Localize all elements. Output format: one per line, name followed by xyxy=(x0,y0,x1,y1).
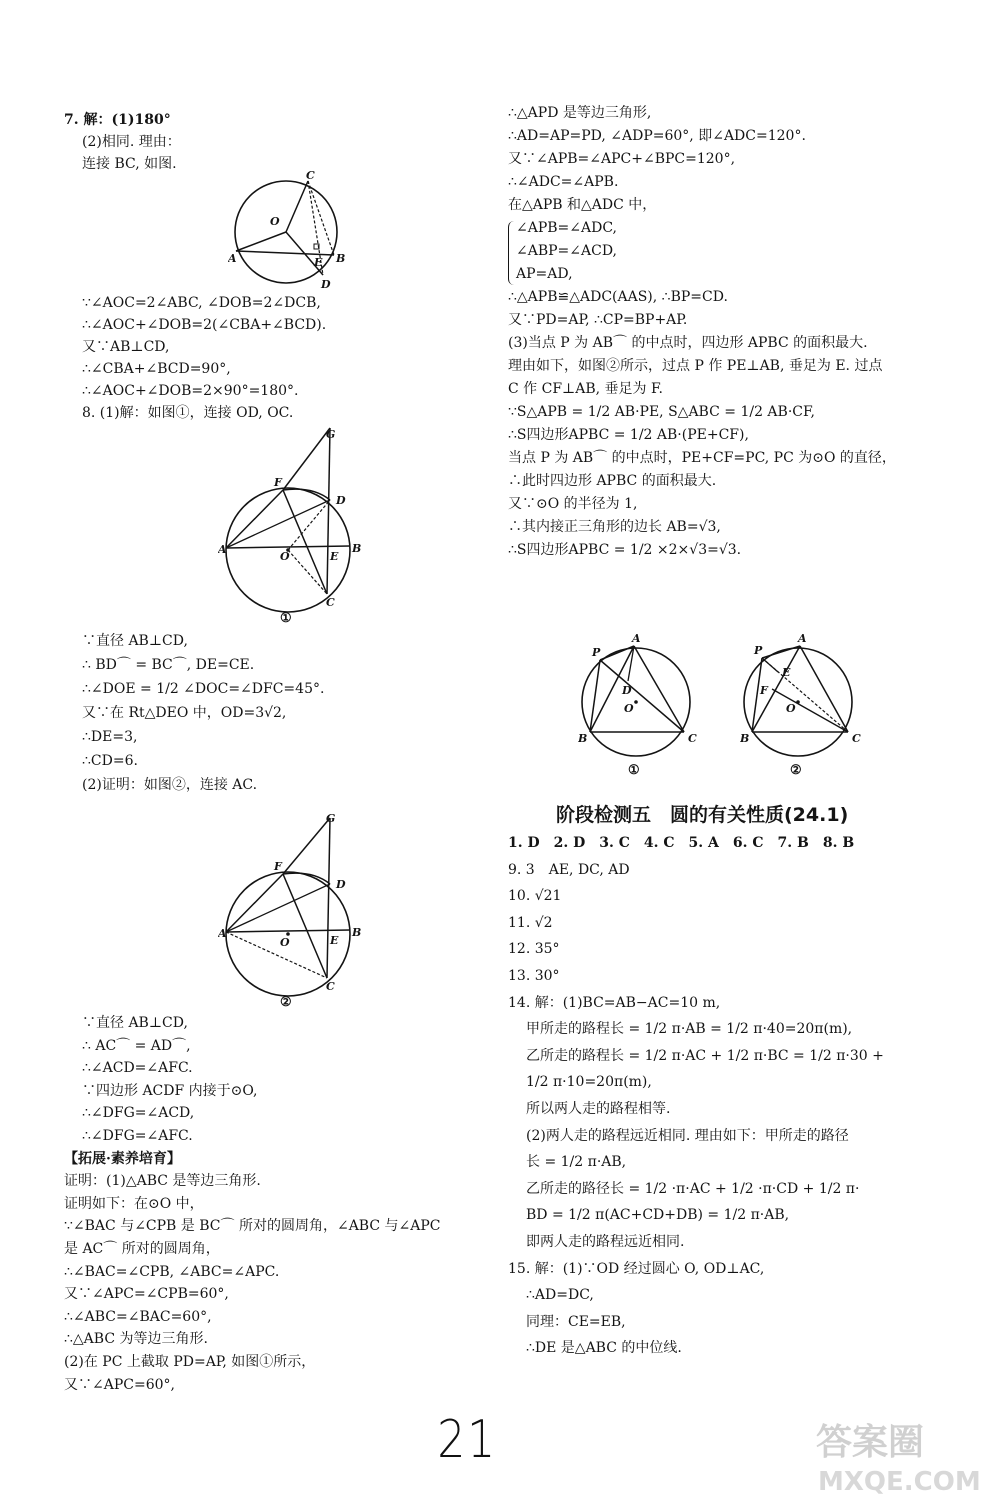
fig8b-label-g: G xyxy=(326,812,336,825)
left-lines_c-line-3: 又∵在 Rt△DEO 中，OD=3√2, xyxy=(82,705,287,721)
left-lines_d-line-4: ∴∠DFG=∠ACD, xyxy=(82,1105,195,1122)
right-lines_b-line-0: 1. D 2. D 3. C 4. C 5. A 6. C 7. B 8. B xyxy=(508,835,855,851)
right-lines_a-line-15: 当点 P 为 AB⌒ 的中点时，PE+CF=PC, PC 为⊙O 的直径， xyxy=(508,450,896,466)
fig-r1-label-o: O xyxy=(624,702,634,715)
left-lines_d-line-1: ∴ AC⌒ = AD⌒, xyxy=(82,1037,191,1054)
left-lines_b-line-5: 8. (1)解：如图①，连接 OD, OC. xyxy=(82,405,294,421)
left-lines_a-line-2: 连接 BC, 如图. xyxy=(82,156,177,172)
right-lines_a-line-10: (3)当点 P 为 AB⌒ 的中点时，四边形 APBC 的面积最大. xyxy=(508,335,868,351)
left-lines_d-line-9: ∵∠BAC 与∠CPB 是 BC⌒ 所对的圆周角，∠ABC 与∠APC xyxy=(64,1218,441,1235)
fig-r1-label-c: C xyxy=(688,732,697,745)
left-lines_b-line-4: ∴∠AOC+∠DOB=2×90°=180°. xyxy=(82,383,299,399)
right-lines_b-line-12: 长 = 1/2 π·AB, xyxy=(526,1154,627,1171)
right-lines_a-line-11: 理由如下，如图②所示，过点 P 作 PE⊥AB, 垂足为 E. 过点 xyxy=(508,358,883,374)
figure-8-1 xyxy=(218,420,368,634)
fig7-label-c: C xyxy=(306,170,315,182)
right-lines_b-line-19: ∴DE 是△ABC 的中位线. xyxy=(526,1340,682,1357)
right-lines_b-line-16: 15. 解：(1)∵OD 经过圆心 O, OD⊥AC, xyxy=(508,1260,765,1277)
right-lines_b-line-11: (2)两人走的路程远近相同. 理由如下：甲所走的路径 xyxy=(526,1127,849,1144)
right-lines_b-line-5: 13. 30° xyxy=(508,968,560,984)
left-lines_d-line-10: 是 AC⌒ 所对的圆周角， xyxy=(64,1241,220,1257)
page-number: 21 xyxy=(437,1410,497,1470)
figure-r-2 xyxy=(740,632,870,786)
right-lines_a-line-17: 又∵⊙O 的半径为 1, xyxy=(508,496,638,512)
left-lines_c-line-5: ∴CD=6. xyxy=(82,753,138,769)
right-lines_b-line-2: 10. √21 xyxy=(508,888,562,905)
right-lines_a-line-4: 在△APB 和△ADC 中， xyxy=(508,197,657,213)
left-lines_d-line-3: ∵四边形 ACDF 内接于⊙O, xyxy=(82,1082,258,1099)
watermark-line1: 答案圈 xyxy=(816,1422,925,1463)
fig7-label-a: A xyxy=(228,252,237,265)
left-lines_d-line-0: ∵直径 AB⊥CD, xyxy=(82,1015,188,1031)
left-lines_a-line-1: (2)相同. 理由： xyxy=(82,134,181,150)
left-lines_d-line-12: 又∵∠APC=∠CPB=60°, xyxy=(64,1286,229,1303)
fig-r1-label-p: P xyxy=(592,646,601,659)
left-lines_d-line-2: ∴∠ACD=∠AFC. xyxy=(82,1060,193,1077)
right-lines_b-line-7: 甲所走的路程长 = 1/2 π·AB = 1/2 π·40=20π(m), xyxy=(526,1021,853,1038)
fig8b-label-b: B xyxy=(352,926,362,939)
fig-r2-label-p: P xyxy=(754,644,763,657)
right-lines_b-line-10: 所以两人走的路程相等. xyxy=(526,1101,671,1117)
fig8a-label-b: B xyxy=(352,542,362,555)
fig8a-label-g: G xyxy=(326,428,336,441)
left-lines_c-line-1: ∴ BD⌒ = BC⌒, DE=CE. xyxy=(82,657,255,673)
watermark-line2: MXQE.COM xyxy=(818,1467,981,1496)
right-lines_a-line-12: C 作 CF⊥AB, 垂足为 F. xyxy=(508,381,663,397)
fig-r1-label-d: D xyxy=(622,684,632,697)
right-lines_a-line-6: ∠ABP=∠ACD, xyxy=(516,243,618,259)
right-lines_b-line-1: 9. 3 AE, DC, AD xyxy=(508,861,630,878)
left-lines_d-line-5: ∴∠DFG=∠AFC. xyxy=(82,1128,193,1144)
left-lines_d-line-16: 又∵∠APC=60°, xyxy=(64,1376,175,1393)
fig-r2-caption: ② xyxy=(790,763,802,778)
figure-7 xyxy=(228,170,358,294)
left-lines_d-line-13: ∴∠ABC=∠BAC=60°, xyxy=(64,1308,212,1325)
left-lines_c-line-6: (2)证明：如图②，连接 AC. xyxy=(82,777,258,793)
left-lines_c-line-4: ∴DE=3, xyxy=(82,729,138,745)
fig-r2-label-c: C xyxy=(852,732,861,745)
fig8b-label-d: D xyxy=(336,878,346,891)
fig8a-label-o: O xyxy=(280,550,290,563)
left-lines_c-line-2: ∴∠DOE = 1/2 ∠DOC=∠DFC=45°. xyxy=(82,681,325,697)
right-lines_a-line-1: ∴AD=AP=PD, ∠ADP=60°, 即∠ADC=120°. xyxy=(508,128,806,144)
right-lines_b-line-8: 乙所走的路程长 = 1/2 π·AC + 1/2 π·BC = 1/2 π·30 + xyxy=(526,1047,884,1064)
right-lines_a-line-14: ∴S四边形APBC = 1/2 AB·(PE+CF), xyxy=(508,427,749,443)
fig8a-label-d: D xyxy=(336,494,346,507)
right-lines_a-line-16: ∴此时四边形 APBC 的面积最大. xyxy=(508,473,717,489)
right-lines_a-line-19: ∴S四边形APBC = 1/2 ×2×√3=√3. xyxy=(508,542,742,558)
left-lines_b-line-2: 又∵AB⊥CD, xyxy=(82,339,170,355)
left-lines_d-line-6: 【拓展·素养培育】 xyxy=(64,1150,181,1167)
fig8a-label-c: C xyxy=(326,596,335,609)
right-lines_b-line-6: 14. 解：(1)BC=AB−AC=10 m, xyxy=(508,994,721,1011)
right-lines_b-line-15: 即两人走的路程远近相同. xyxy=(526,1234,685,1250)
fig-r1-caption: ① xyxy=(628,763,640,778)
watermark-logo xyxy=(810,1410,998,1496)
left-lines_d-line-14: ∴△ABC 为等边三角形. xyxy=(64,1331,208,1348)
right-lines_a-line-7: AP=AD, xyxy=(516,266,573,282)
right-lines_b-line-3: 11. √2 xyxy=(508,914,553,931)
right-column xyxy=(508,0,968,1497)
fig-r1-label-b: B xyxy=(578,732,588,745)
right-lines_a-line-3: ∴∠ADC=∠APB. xyxy=(508,174,619,190)
fig7-label-e: E xyxy=(314,256,323,269)
fig-r2-label-b: B xyxy=(740,732,750,745)
fig8a-caption: ① xyxy=(280,611,292,626)
right-lines_b-line-18: 同理：CE=EB, xyxy=(526,1313,626,1330)
fig-r1-label-a: A xyxy=(632,632,641,645)
fig8b-label-c: C xyxy=(326,980,335,993)
fig7-label-b: B xyxy=(336,252,346,265)
right-lines_a-line-18: ∴其内接正三角形的边长 AB=√3, xyxy=(508,519,721,535)
fig-r2-label-e: E xyxy=(782,666,791,679)
fig8a-label-e: E xyxy=(330,550,339,563)
figure-r-1 xyxy=(578,632,708,786)
left-lines_b-line-3: ∴∠CBA+∠BCD=90°, xyxy=(82,361,231,377)
figure-8-2 xyxy=(218,808,368,1012)
right-lines_b-line-13: 乙所走的路径长 = 1/2 ·π·AC + 1/2 ·π·CD + 1/2 π· xyxy=(526,1180,860,1197)
left-lines_c-line-0: ∵直径 AB⊥CD, xyxy=(82,633,188,649)
right-lines_a-line-2: 又∵∠APB=∠APC+∠BPC=120°, xyxy=(508,151,736,167)
right-lines_a-line-5: ∠APB=∠ADC, xyxy=(516,220,618,236)
right-lines_b-line-14: BD = 1/2 π(AC+CD+DB) = 1/2 π·AB, xyxy=(526,1207,790,1224)
left-lines_b-line-0: ∵∠AOC=2∠ABC, ∠DOB=2∠DCB, xyxy=(82,295,321,311)
left-lines_d-line-8: 证明如下：在⊙O 中， xyxy=(64,1195,204,1212)
section-title: 阶段检测五 圆的有关性质(24.1) xyxy=(556,804,849,826)
left-lines_b-line-1: ∴∠AOC+∠DOB=2(∠CBA+∠BCD). xyxy=(82,317,327,333)
equation-brace xyxy=(508,221,515,285)
right-lines_b-line-17: ∴AD=DC, xyxy=(526,1287,594,1304)
right-lines_a-line-13: ∵S△APB = 1/2 AB·PE, S△ABC = 1/2 AB·CF, xyxy=(508,404,815,420)
fig8b-label-e: E xyxy=(330,934,339,947)
left-column xyxy=(64,0,494,1497)
fig7-label-o: O xyxy=(270,215,280,228)
fig-r2-label-o: O xyxy=(786,702,796,715)
left-lines_a-line-0: 7. 解：(1)180° xyxy=(64,112,171,128)
fig-r2-label-f: F xyxy=(760,684,768,697)
fig8b-label-f: F xyxy=(274,860,282,873)
fig-r2-label-a: A xyxy=(798,632,807,645)
right-lines_b-line-9: 1/2 π·10=20π(m), xyxy=(526,1074,652,1091)
fig8a-label-f: F xyxy=(274,476,282,489)
right-lines_a-line-0: ∴△APD 是等边三角形, xyxy=(508,105,652,121)
left-lines_d-line-15: (2)在 PC 上截取 PD=AP, 如图①所示， xyxy=(64,1354,316,1370)
fig8b-label-o: O xyxy=(280,936,290,949)
fig8b-caption: ② xyxy=(280,995,292,1008)
right-lines_a-line-8: ∴△APB≌△ADC(AAS), ∴BP=CD. xyxy=(508,289,728,305)
fig8a-label-a: A xyxy=(218,543,227,556)
right-lines_a-line-9: 又∵PD=AP, ∴CP=BP+AP. xyxy=(508,312,688,328)
left-lines_d-line-7: 证明：(1)△ABC 是等边三角形. xyxy=(64,1173,261,1190)
left-lines_d-line-11: ∴∠BAC=∠CPB, ∠ABC=∠APC. xyxy=(64,1263,280,1280)
fig8b-label-a: A xyxy=(218,927,227,940)
right-lines_b-line-4: 12. 35° xyxy=(508,941,560,958)
fig7-label-d: D xyxy=(321,278,331,290)
